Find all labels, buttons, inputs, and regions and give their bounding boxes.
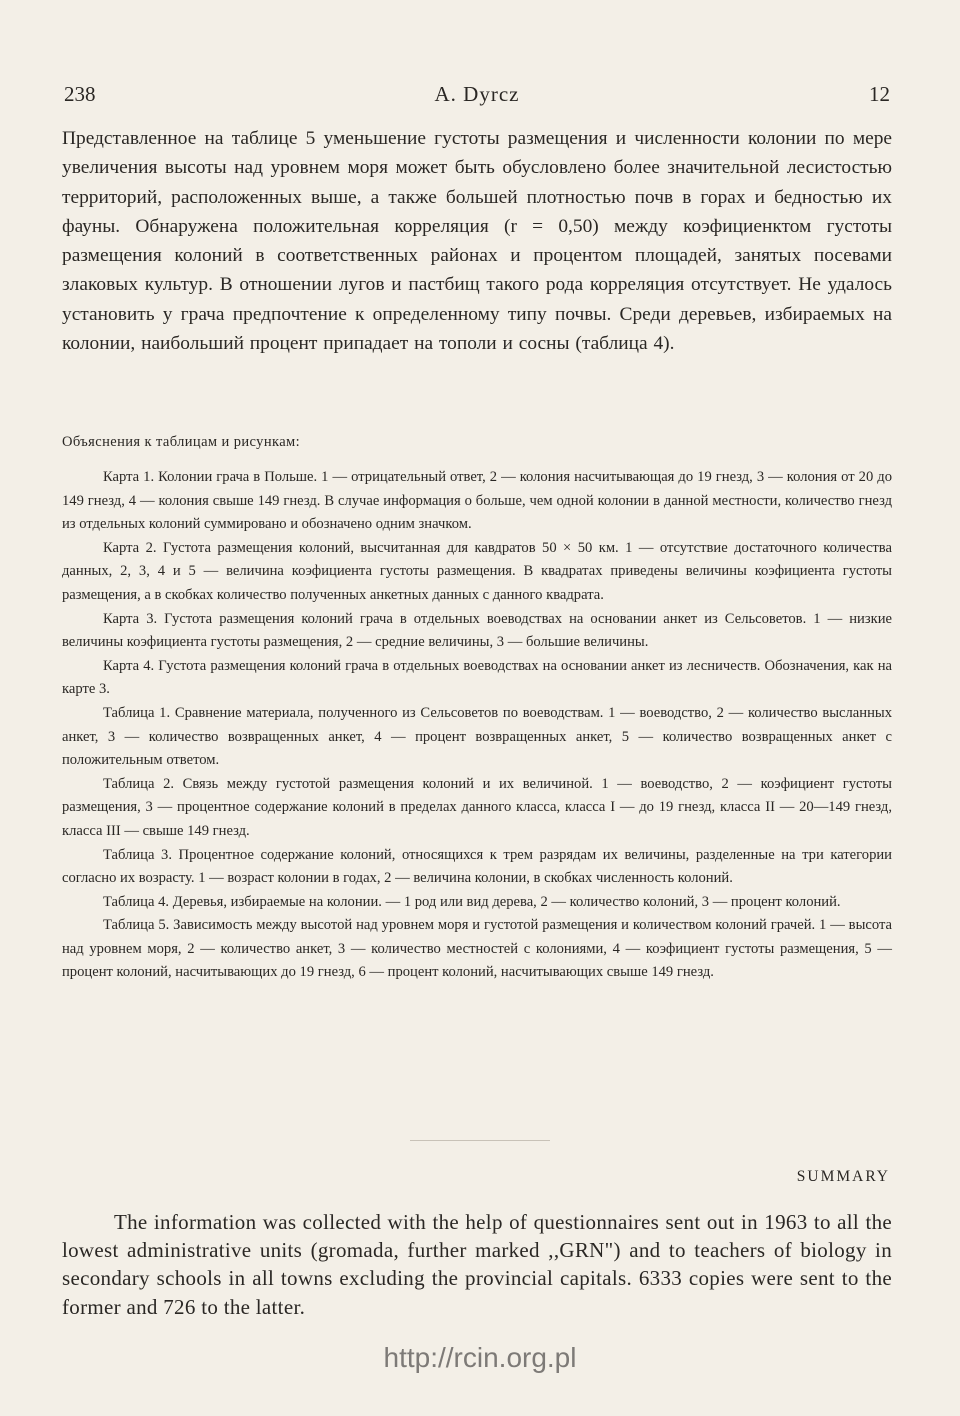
caption-table-1: Таблица 1. Сравнение материала, полученного из Сельсоветов по воеводствам. 1 — воеводство, 2 — количество высланных анкет, 3 — количество возвращенных анкет, 4 — процент возвращенных анкет, 5 — количество возвращенных анкет с положительным ответом. — [62, 704, 892, 769]
page-number-left: 238 — [64, 82, 96, 106]
footer-watermark-url: http://rcin.org.pl — [383, 1342, 577, 1373]
caption-map-1: Карта 1. Колонии грача в Польше. 1 — отрицательный ответ, 2 — колония насчитывающая до 19 гнезд, 3 — колония от 20 до 149 гнезд, 4 — колония свыше 149 гнезд. В случае информация о больше, чем одной колонии в данной местности, количество гнезд из отдельных колоний суммировано и обозначено одним значком. — [62, 469, 892, 533]
caption-table-2: Таблица 2. Связь между густотой размещения колоний и их величиной. 1 — воеводство, 2 — коэфициент густоты размещения, 3 — процентное содержание колоний в пределах данного класса, класса I — до 19 гнезд, класса II — 20—149 гнезд, класса III — свыше 149 гнезд. — [62, 775, 892, 839]
caption-table-5: Таблица 5. Зависимость между высотой над уровнем моря и густотой размещения и количеством колоний грачей. 1 — высота над уровнем моря, 2 — количество анкет, 3 — количество местностей с колониями, 4 — коэфициент густоты размещения, 5 — процент колоний, насчитывающих до 19 гнезд, 6 — процент колоний, насчитывающих свыше 149 гнезд. — [62, 917, 892, 981]
body-paragraph: Представленное на таблице 5 уменьшение густоты размещения и численности колонии по мере увеличения высоты над уровнем моря может быть обусловлено более значительной лесистостью территорий, расположенных выше, а также большей плотностью почв в горах и бедностью их фауны. Обнаружена положительная корреляция (r = 0,50) между коэфициенктом густоты размещения колоний в соответственных районах и процентом площадей, занятых посевами злаковых культур. В отношении лугов и пастбищ такого рода корреляция отсутствует. Не удалось установить у грача предпочтение к определенному типу почвы. Среди деревьев, избираемых на колонии, наибольший процент припадает на тополи и сосны (таблица 4). — [62, 128, 892, 355]
caption-map-2: Карта 2. Густота размещения колоний, высчитанная для кавдратов 50 × 50 км. 1 — отсутствие достаточного количества данных, 2, 3, 4 и 5 — величина коэфициента густоты размещения. В квадратах приведены величины коэфициента густоты размещения, а в скобках количество полученных анкетных данных с данного квадрата. — [62, 539, 892, 603]
summary-heading: SUMMARY — [796, 1168, 890, 1185]
page-number-right: 12 — [869, 82, 890, 106]
explanations-heading: Объяснения к таблицам и рисункам: — [62, 434, 301, 450]
page-header — [64, 82, 890, 114]
running-head-author: A. Dyrcz — [434, 82, 520, 106]
caption-map-3: Карта 3. Густота размещения колоний грача в отдельных воеводствах на основании анкет из Сельсоветов. 1 — низкие величины коэфициента густоты размещения, 2 — средние величины, 3 — большие величины. — [62, 610, 892, 651]
captions-list — [62, 466, 892, 985]
summary-paragraph: The information was collected with the help of questionnaires sent out in 1963 to all the lowest administrative units (gromada, further marked ,,GRN") and to teachers of biology in secondary schools in all towns excluding the provincial capitals. 6333 copies were sent to the former and 726 to the latter. — [62, 1210, 892, 1319]
caption-table-3: Таблица 3. Процентное содержание колоний, относящихся к трем разрядам их величины, разделенные на три категории согласно их возрасту. 1 — возраст колонии в годах, 2 — величина колонии, в скобках численность колоний. — [62, 846, 892, 887]
caption-map-4: Карта 4. Густота размещения колоний грача в отдельных воеводствах на основании анкет из лесничеств. Обозначения, как на карте 3. — [62, 657, 892, 698]
section-divider — [410, 1140, 550, 1141]
caption-table-4: Таблица 4. Деревья, избираемые на колонии. — 1 род или вид дерева, 2 — количество колоний, 3 — процент колоний. — [103, 893, 841, 910]
